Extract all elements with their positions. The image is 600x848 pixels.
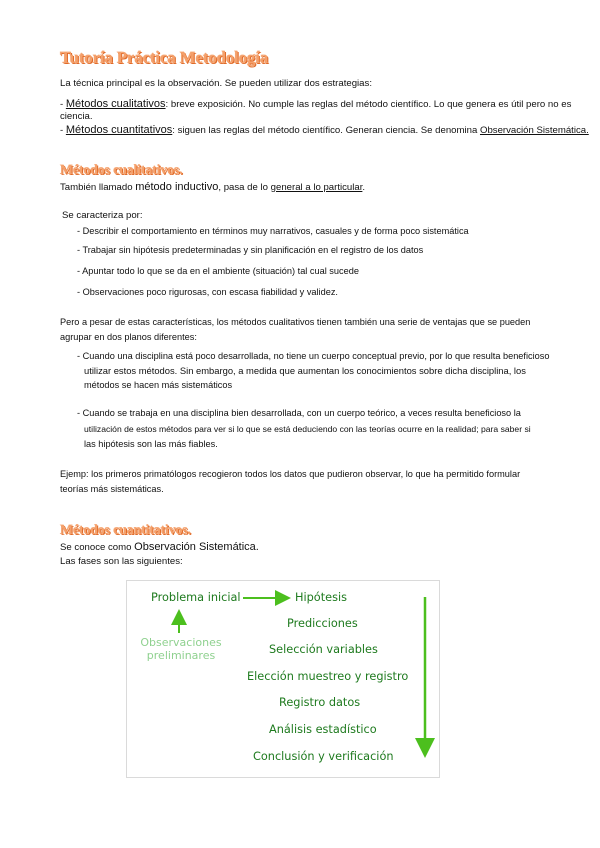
prelim-line: preliminares (146, 649, 216, 662)
known-term: Observación Sistemática. (134, 541, 259, 553)
node-seleccion-variables: Selección variables (269, 643, 378, 656)
also-mid: , pasa de lo (218, 182, 268, 193)
advantage-item: - Cuando una disciplina está poco desarrollada, no tiene un cuerpo conceptual previo, por lo que resulta beneficioso (77, 351, 550, 361)
node-analisis-estadistico: Análisis estadístico (269, 723, 377, 736)
node-predicciones: Predicciones (287, 617, 358, 630)
strategy-cualitativos-line (60, 98, 571, 111)
advantage-line: utilización de estos métodos para ver si lo que se está deduciendo con las teorías ocurre en la realidad; para saber si (84, 424, 531, 434)
strategy-cualitativos-text: : breve exposición. No cumple las reglas del método científico. Lo que genera es útil pero no es (165, 99, 572, 110)
node-observaciones-preliminares (139, 636, 223, 662)
trait-item: - Apuntar todo lo que se da en el ambiente (situación) tal cual sucede (77, 266, 359, 276)
phases-diagram (126, 580, 440, 778)
trait-item: - Describir el comportamiento en términos muy narrativos, casuales y de forma poco sistemática (77, 226, 469, 236)
node-problema-inicial: Problema inicial (151, 591, 241, 604)
example-text-2: teorías más sistemáticas. (60, 484, 164, 494)
also-prefix: También llamado (60, 182, 133, 193)
known-prefix: Se conoce como (60, 542, 132, 553)
dash: - (60, 125, 66, 136)
node-eleccion-muestreo: Elección muestreo y registro (247, 670, 409, 683)
cuantitativos-known-as (60, 541, 259, 554)
trait-item: - Trabajar sin hipótesis predeterminadas y sin planificación en el registro de los datos (77, 245, 424, 255)
prelim-line: Observaciones (140, 636, 222, 649)
cualitativos-also-called (60, 181, 365, 194)
advantage-line: utilizar estos métodos. Sin embargo, a medida que aumentan los conocimientos sobre dicha disciplina, los (84, 365, 526, 376)
dash: - (60, 99, 66, 110)
trait-item: - Observaciones poco rigurosas, con escasa fiabilidad y validez. (77, 287, 338, 297)
advantage-line: métodos se hacen más sistemáticos (84, 380, 233, 390)
heading-cualitativos: Métodos cualitativos. (60, 163, 183, 178)
intro-text: La técnica principal es la observación. Se pueden utilizar dos estrategias: (60, 78, 372, 89)
node-hipotesis: Hipótesis (295, 591, 348, 604)
also-term: método inductivo (135, 181, 219, 193)
node-registro-datos: Registro datos (279, 696, 361, 709)
advantage-item: - Cuando se trabaja en una disciplina bien desarrollada, con un cuerpo teórico, a veces resulta beneficioso la (77, 408, 521, 418)
trait-text: Observaciones poco rigurosas, con escasa fiabilidad y validez. (82, 287, 338, 297)
strategy-cualitativos-label: Métodos cualitativos (65, 98, 166, 110)
also-link: general a lo particular (270, 182, 363, 193)
trait-text: Trabajar sin hipótesis predeterminadas y sin planificación en el registro de los datos (82, 245, 424, 255)
trait-text: Apuntar todo lo que se da en el ambiente (situación) tal cual sucede (82, 266, 359, 276)
strategy-cuantitativos-line (60, 124, 589, 137)
characterized-label: Se caracteriza por: (62, 210, 143, 221)
document-title: Tutoría Práctica Metodología (60, 48, 269, 67)
phases-label: Las fases son las siguientes: (60, 556, 183, 567)
advantage-line: Cuando se trabaja en una disciplina bien desarrollada, con un cuerpo teórico, a veces resulta beneficioso la (82, 408, 521, 418)
however-text-2: agrupar en dos planos diferentes: (60, 332, 197, 342)
also-end: . (362, 182, 366, 193)
strategy-cuantitativos-label: Métodos cuantitativos (65, 124, 173, 136)
heading-cuantitativos: Métodos cuantitativos. (60, 523, 191, 538)
observacion-sistematica-link: Observación Sistemática. (479, 125, 589, 136)
strategy-cuantitativos-text: : siguen las reglas del método científico. Generan ciencia. Se denomina (172, 125, 478, 136)
strategy-cualitativos-text-2: ciencia. (60, 111, 93, 122)
node-conclusion: Conclusión y verificación (253, 750, 394, 763)
advantage-line: Cuando una disciplina está poco desarrollada, no tiene un cuerpo conceptual previo, por lo que resulta beneficioso (82, 351, 550, 361)
advantage-line: las hipótesis son las más fiables. (84, 439, 218, 449)
trait-text: Describir el comportamiento en términos muy narrativos, casuales y de forma poco sistemática (82, 226, 469, 236)
example-text-1: Ejemp: los primeros primatólogos recogieron todos los datos que pudieron observar, lo que ha permitido formular (60, 469, 521, 479)
however-text-1: Pero a pesar de estas características, los métodos cualitativos tienen también una serie de ventajas que se pueden (60, 317, 531, 327)
